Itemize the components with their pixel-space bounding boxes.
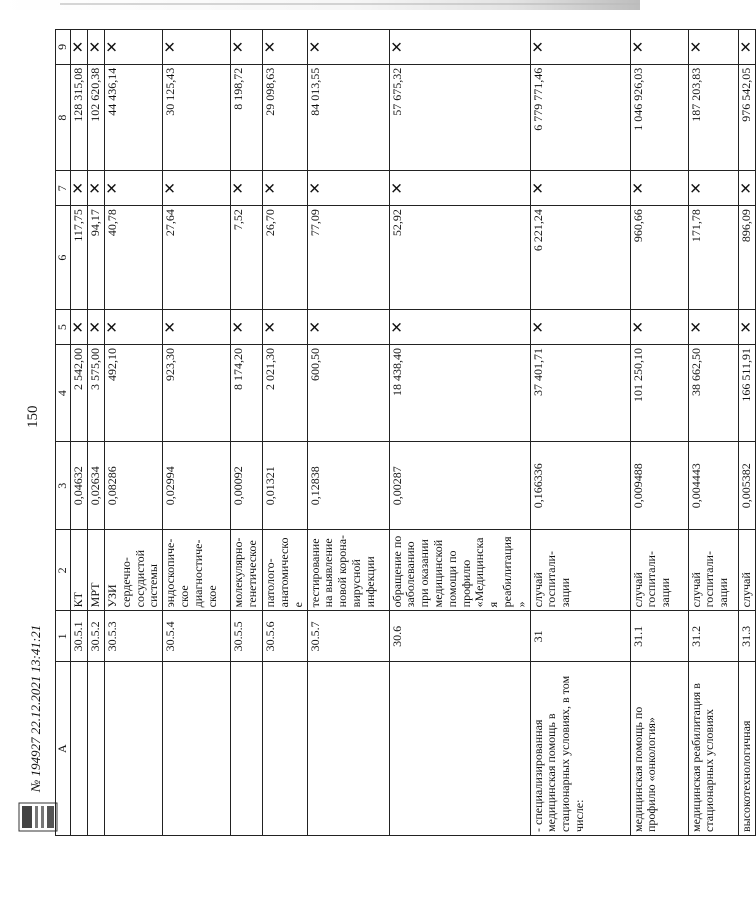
table-cell: ✕ [630,30,688,65]
header-cell: 1 [56,611,71,662]
table-cell: ✕ [263,310,307,345]
table-cell: ✕ [389,171,530,206]
table-cell: 0,166336 [530,442,630,530]
table-row [530,30,630,836]
table-cell: 30.5.1 [71,611,88,662]
table-cell: 896,09 [738,206,755,310]
table-cell: ✕ [71,30,88,65]
header-cell: 6 [56,206,71,310]
table-cell: ✕ [263,30,307,65]
table-cell: 3 575,00 [88,345,105,442]
table-cell: эндоскопиче-ское диагностиче-ское [163,530,231,611]
table-cell: ✕ [163,171,231,206]
table-cell: ✕ [88,310,105,345]
row-label-cell [389,662,530,836]
tariff-table [55,29,756,836]
table-cell: ✕ [263,171,307,206]
table-row [688,30,738,836]
table-cell: 0,00287 [389,442,530,530]
table-cell: 102 620,38 [88,64,105,171]
table-cell: ✕ [688,310,738,345]
signature-text: № 194927 22.12.2021 13:41:21 [28,624,43,792]
table-cell: 7,52 [231,206,263,310]
table-cell: КТ [71,530,88,611]
table-cell: 31.2 [688,611,738,662]
table-cell: ✕ [738,171,755,206]
table-cell: 26,70 [263,206,307,310]
table-cell: случай госпитали-зации [630,530,688,611]
row-label-cell: медицинская реабилитация в стационарных условиях [688,662,738,836]
table-cell: 77,09 [307,206,389,310]
table-cell: 30.6 [389,611,530,662]
table-cell: 0,08286 [105,442,163,530]
header-cell: 9 [56,30,71,65]
table-cell: 6 779 771,46 [530,64,630,171]
rotated-page [0,26,755,836]
table-cell: ✕ [105,171,163,206]
table-cell: ✕ [307,310,389,345]
table-cell: 0,01321 [263,442,307,530]
table-row [630,30,688,836]
table-cell: 187 203,83 [688,64,738,171]
table-cell: молекулярно-генетическое [231,530,263,611]
table-cell: 0,12838 [307,442,389,530]
table-cell: 101 250,10 [630,345,688,442]
table-cell: 923,30 [163,345,231,442]
table-cell: 0,02634 [88,442,105,530]
table-cell: 0,009488 [630,442,688,530]
table-cell: ✕ [71,310,88,345]
table-row [231,30,263,836]
table-cell: 600,50 [307,345,389,442]
page-number: 150 [25,405,41,428]
table-cell: 0,00092 [231,442,263,530]
table-cell: 976 542,05 [738,64,755,171]
table-cell: ✕ [530,310,630,345]
table-cell: ✕ [688,171,738,206]
table-row [105,30,163,836]
table-cell: 30.5.4 [163,611,231,662]
table-cell: 8 198,72 [231,64,263,171]
table-cell: МРТ [88,530,105,611]
row-label-cell [71,662,88,836]
table-cell: ✕ [630,310,688,345]
table-cell: ✕ [88,30,105,65]
table-cell: 30.5.3 [105,611,163,662]
row-label-cell [163,662,231,836]
table-row [88,30,105,836]
table-row [71,30,88,836]
table-cell: ✕ [231,310,263,345]
table-cell: 492,10 [105,345,163,442]
table-cell: 18 438,40 [389,345,530,442]
table-cell: ✕ [231,171,263,206]
row-label-cell: - специализированная медицинская помощь в стационарных условиях, в том числе: [530,662,630,836]
table-cell: ✕ [688,30,738,65]
header-cell: 4 [56,345,71,442]
header-cell: 2 [56,530,71,611]
table-cell: 0,04632 [71,442,88,530]
table-cell: 30.5.5 [231,611,263,662]
header-cell: 5 [56,310,71,345]
header-cell: 7 [56,171,71,206]
table-cell: 0,005382 [738,442,755,530]
table-cell: 31.1 [630,611,688,662]
table-header-row [56,30,71,836]
table-cell: ✕ [163,310,231,345]
table-cell: ✕ [389,310,530,345]
table-cell: ✕ [163,30,231,65]
table-cell: 2 021,30 [263,345,307,442]
table-cell: 30 125,43 [163,64,231,171]
table-row [738,30,755,836]
table-cell: 171,78 [688,206,738,310]
table-cell: случай [738,530,755,611]
row-label-cell [307,662,389,836]
table-cell: ✕ [630,171,688,206]
table-cell: 0,004443 [688,442,738,530]
table-cell: случай госпитали-зации [688,530,738,611]
table-cell: ✕ [530,171,630,206]
table-cell: 30.5.2 [88,611,105,662]
scan-edge-line [60,3,640,5]
table-cell: 84 013,55 [307,64,389,171]
table-cell: 44 436,14 [105,64,163,171]
table-cell: ✕ [530,30,630,65]
table-cell: УЗИ сердечно-сосудистой системы [105,530,163,611]
table-cell: 30.5.6 [263,611,307,662]
table-cell: 1 046 926,03 [630,64,688,171]
table-cell: 0,02994 [163,442,231,530]
table-cell: ✕ [71,171,88,206]
table-row [389,30,530,836]
table-cell: случай госпитали-зации [530,530,630,611]
row-label-cell [88,662,105,836]
table-cell: патолого-анатомическое [263,530,307,611]
header-cell: 3 [56,442,71,530]
table-cell: 38 662,50 [688,345,738,442]
table-cell: 57 675,32 [389,64,530,171]
table-row [163,30,231,836]
electronic-signature-stamp-icon [18,802,58,832]
table-cell: 6 221,24 [530,206,630,310]
table-cell: 31.3 [738,611,755,662]
row-label-cell [231,662,263,836]
table-cell: ✕ [738,310,755,345]
table-cell: 30.5.7 [307,611,389,662]
table-cell: 8 174,20 [231,345,263,442]
table-cell: 37 401,71 [530,345,630,442]
table-cell: 27,64 [163,206,231,310]
table-cell: ✕ [738,30,755,65]
table-cell: ✕ [105,310,163,345]
table-cell: 960,66 [630,206,688,310]
table-cell: 52,92 [389,206,530,310]
table-cell: 117,75 [71,206,88,310]
table-cell: 29 098,63 [263,64,307,171]
table-cell: 31 [530,611,630,662]
scan-edge [0,0,640,10]
table-cell: ✕ [307,171,389,206]
header-cell: 8 [56,64,71,171]
table-cell: обращение по заболеванию при оказании медицинской помощи по профилю «Медицинская реабилитация» [389,530,530,611]
table-row [307,30,389,836]
table-cell: тестирование на выявление новой корона-вирусной инфекции [307,530,389,611]
header-cell: A [56,662,71,836]
footer [18,29,48,836]
row-label-cell: медицинская помощь по профилю «онкология» [630,662,688,836]
table-cell: 94,17 [88,206,105,310]
table-cell: 2 542,00 [71,345,88,442]
table-cell: 166 511,91 [738,345,755,442]
table-cell: 40,78 [105,206,163,310]
table-cell: ✕ [307,30,389,65]
table-row [263,30,307,836]
table-cell: ✕ [88,171,105,206]
table-cell: 128 315,08 [71,64,88,171]
row-label-cell [105,662,163,836]
table-cell: ✕ [389,30,530,65]
table-cell: ✕ [231,30,263,65]
table-cell: ✕ [105,30,163,65]
row-label-cell: высокотехнологичная [738,662,755,836]
row-label-cell [263,662,307,836]
